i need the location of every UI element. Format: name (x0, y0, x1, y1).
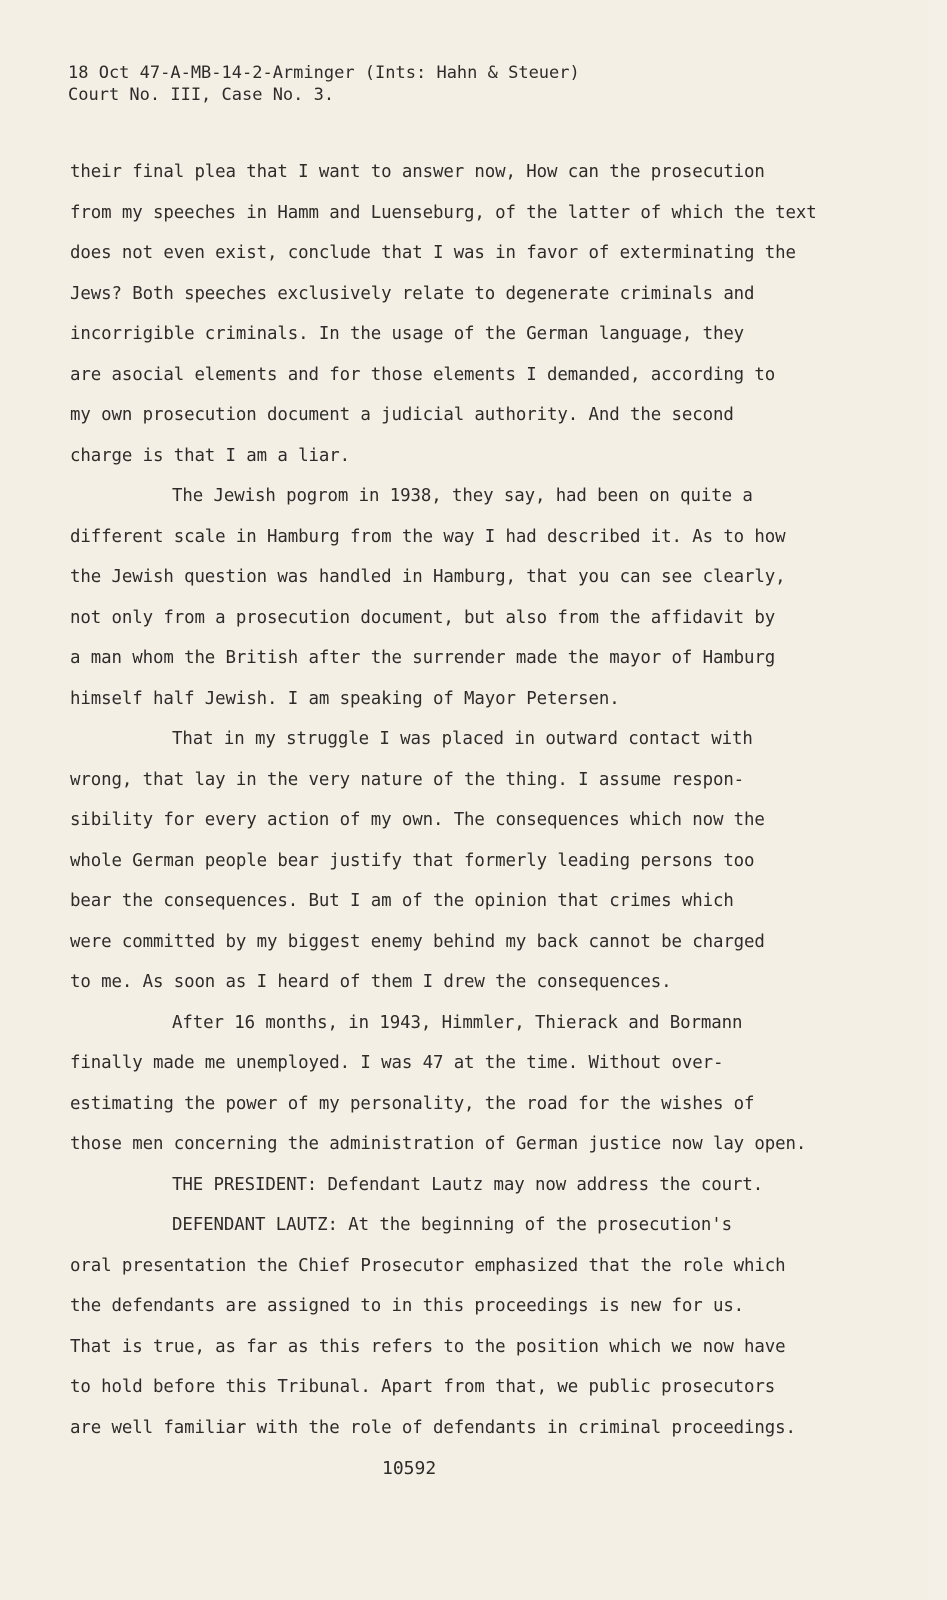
transcript-line: not only from a prosecution document, but also from the affidavit by (70, 607, 776, 628)
transcript-line: to hold before this Tribunal. Apart from that, we public prosecutors (70, 1377, 776, 1397)
transcript-line: The Jewish pogrom in 1938, they say, had been on quite a (172, 486, 753, 506)
transcript-line: sibility for every action of my own. The consequences which now the (70, 810, 765, 830)
transcript-line: the Jewish question was handled in Hamburg, that you can see clearly, (70, 567, 786, 587)
transcript-line: estimating the power of my personality, the road for the wishes of (70, 1093, 755, 1114)
transcript-line: were committed by my biggest enemy behind my back cannot be charged (70, 931, 765, 952)
transcript-line: DEFENDANT LAUTZ: At the beginning of the prosecution's (172, 1215, 732, 1235)
document-header (68, 62, 580, 106)
transcript-line: himself half Jewish. I am speaking of Mayor Petersen. (70, 688, 620, 709)
transcript-line: wrong, that lay in the very nature of the thing. I assume respon- (70, 769, 745, 790)
header-court: Court No. III, Case No. 3. (68, 85, 335, 105)
transcript-line: THE PRESIDENT: Defendant Lautz may now address the court. (172, 1174, 764, 1195)
transcript-line: charge is that I am a liar. (70, 445, 350, 466)
transcript-line: oral presentation the Chief Prosecutor emphasized that the role which (70, 1255, 786, 1276)
transcript-line: a man whom the British after the surrender made the mayor of Hamburg (70, 648, 776, 668)
transcript-line: That is true, as far as this refers to the position which we now have (70, 1336, 786, 1357)
transcript-line: different scale in Hamburg from the way I had described it. As to how (70, 526, 786, 547)
transcript-line: That in my struggle I was placed in outward contact with (172, 729, 753, 749)
header-reference: 18 Oct 47-A-MB-14-2-Arminger (Ints: Hahn & Steuer) (68, 63, 580, 83)
transcript-line: whole German people bear justify that formerly leading persons too (70, 850, 755, 871)
transcript-line: my own prosecution document a judicial authority. And the second (70, 405, 734, 425)
transcript-line: finally made me unemployed. I was 47 at the time. Without over- (70, 1053, 724, 1073)
transcript-line: Jews? Both speeches exclusively relate to degenerate criminals and (70, 283, 755, 304)
transcript-line: incorrigible criminals. In the usage of the German language, they (70, 324, 745, 344)
transcript-body (70, 160, 817, 1456)
transcript-line: the defendants are assigned to in this proceedings is new for us. (70, 1296, 745, 1316)
transcript-line: to me. As soon as I heard of them I drew the consequences. (70, 972, 672, 992)
transcript-line: are well familiar with the role of defendants in criminal proceedings. (70, 1417, 796, 1438)
transcript-line: those men concerning the administration of German justice now lay open. (70, 1134, 807, 1154)
transcript-line: bear the consequences. But I am of the opinion that crimes which (70, 891, 734, 911)
transcript-line: are asocial elements and for those elements I demanded, according to (70, 364, 776, 385)
transcript-line: from my speeches in Hamm and Luenseburg, of the latter of which the text (70, 202, 817, 223)
transcript-line: After 16 months, in 1943, Himmler, Thierack and Bormann (172, 1012, 743, 1033)
transcript-line: does not even exist, conclude that I was in favor of exterminating the (70, 243, 796, 263)
page-number: 10592 (382, 1458, 437, 1479)
transcript-line: their final plea that I want to answer now, How can the prosecution (70, 162, 765, 182)
